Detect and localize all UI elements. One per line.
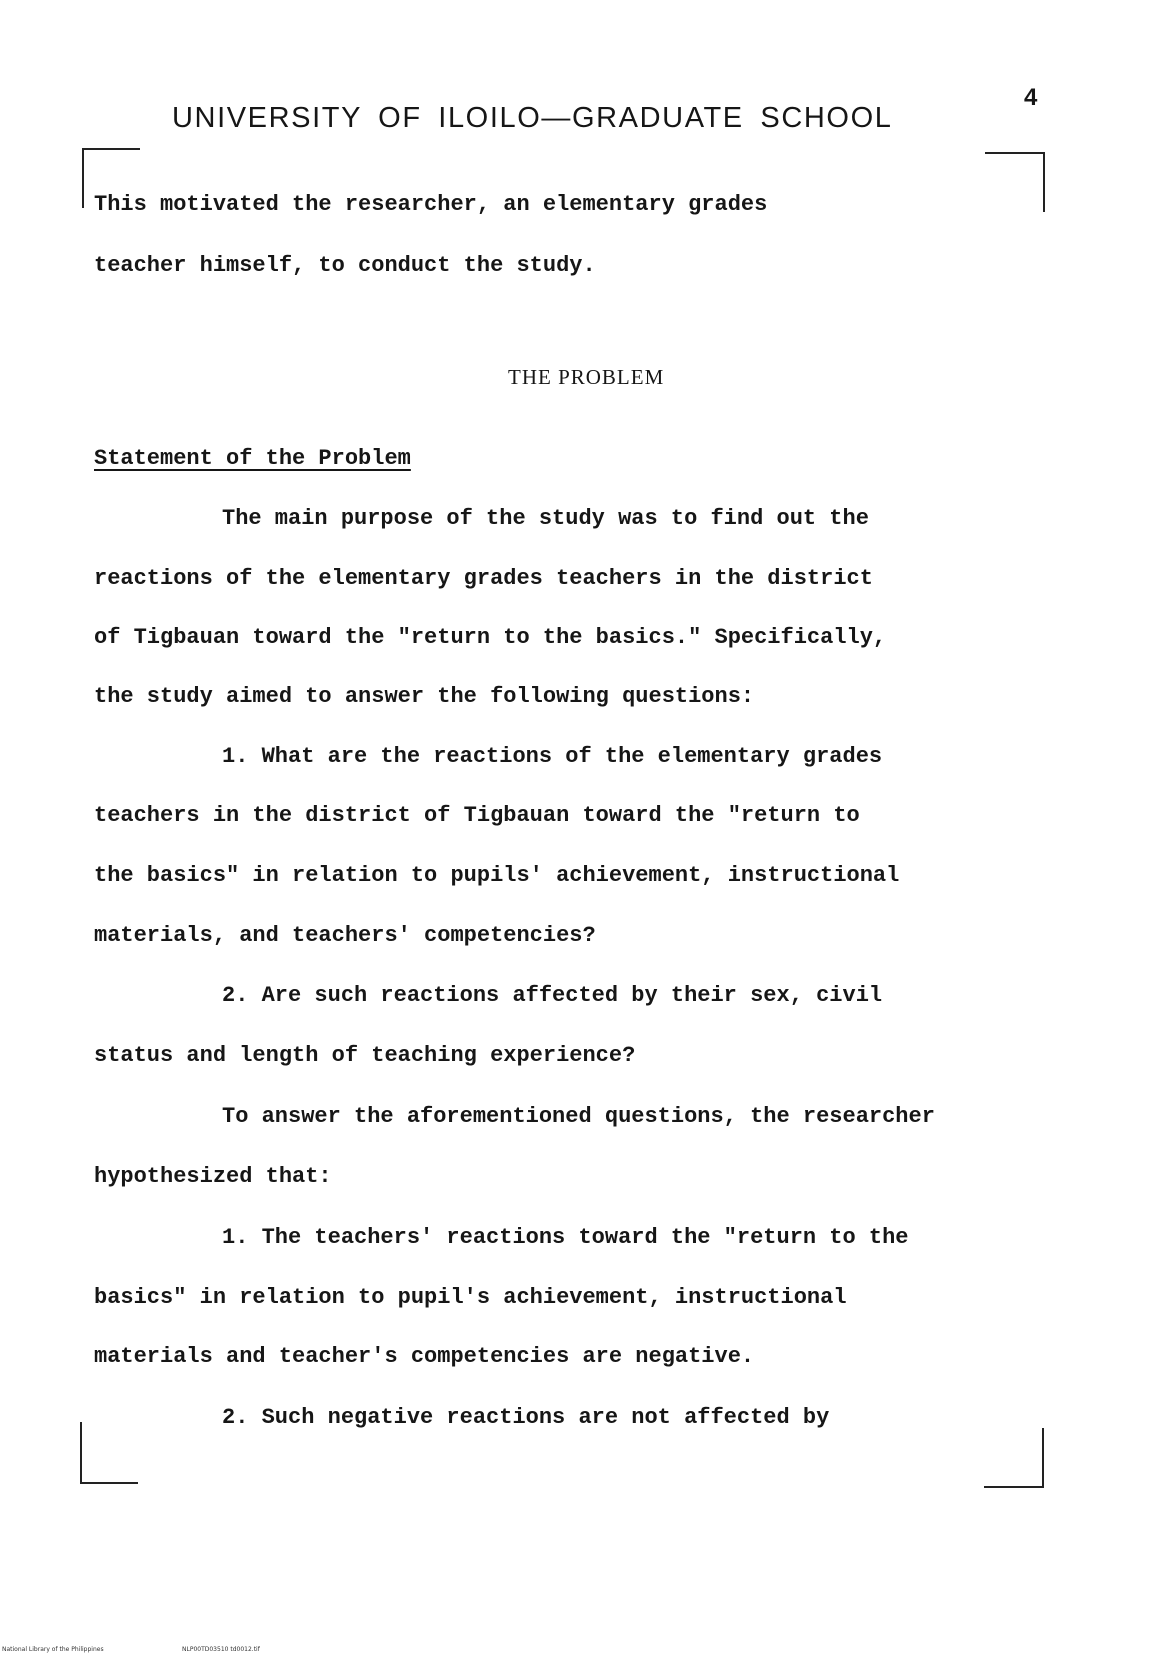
frame-bottom-right-vertical bbox=[1042, 1428, 1044, 1488]
text-line: hypothesized that: bbox=[94, 1164, 332, 1189]
frame-top-right-vertical bbox=[1043, 152, 1045, 212]
text-line: The main purpose of the study was to find out the bbox=[222, 506, 869, 531]
text-line: of Tigbauan toward the "return to the basics." Specifically, bbox=[94, 625, 887, 650]
question-item: 2. Are such reactions affected by their sex, civil bbox=[222, 983, 883, 1008]
frame-bottom-right-horizontal bbox=[984, 1486, 1044, 1488]
text-line: teacher himself, to conduct the study. bbox=[94, 253, 596, 278]
frame-top-left-vertical bbox=[82, 148, 84, 208]
text-line: materials, and teachers' competencies? bbox=[94, 923, 596, 948]
text-line: reactions of the elementary grades teachers in the district bbox=[94, 566, 873, 591]
hypothesis-item: 1. The teachers' reactions toward the "return to the bbox=[222, 1225, 909, 1250]
text-line: the study aimed to answer the following questions: bbox=[94, 684, 755, 709]
text-line: materials and teacher's competencies are negative. bbox=[94, 1344, 755, 1369]
footer-file-label: NLP00TD03510 td0012.tif bbox=[182, 1646, 260, 1653]
text-line: the basics" in relation to pupils' achievement, instructional bbox=[94, 863, 900, 888]
text-line: basics" in relation to pupil's achievement, instructional bbox=[94, 1285, 847, 1310]
section-heading: THE PROBLEM bbox=[508, 365, 665, 389]
frame-top-right-horizontal bbox=[985, 152, 1045, 154]
text-line: To answer the aforementioned questions, the researcher bbox=[222, 1104, 935, 1129]
text-line: This motivated the researcher, an elementary grades bbox=[94, 192, 768, 217]
question-item: 1. What are the reactions of the elementary grades bbox=[222, 744, 883, 769]
page-number: 4 bbox=[1024, 84, 1038, 111]
frame-top-left-horizontal bbox=[82, 148, 140, 150]
statement-subheading: Statement of the Problem bbox=[94, 446, 411, 471]
text-line: teachers in the district of Tigbauan toward the "return to bbox=[94, 803, 860, 828]
hypothesis-item: 2. Such negative reactions are not affected by bbox=[222, 1405, 830, 1430]
footer-library-label: National Library of the Philippines bbox=[2, 1646, 104, 1653]
frame-bottom-left-vertical bbox=[80, 1422, 82, 1484]
text-line: status and length of teaching experience? bbox=[94, 1043, 636, 1068]
letterhead-title: UNIVERSITY OF ILOILO—GRADUATE SCHOOL bbox=[172, 102, 893, 134]
frame-bottom-left-horizontal bbox=[80, 1482, 138, 1484]
